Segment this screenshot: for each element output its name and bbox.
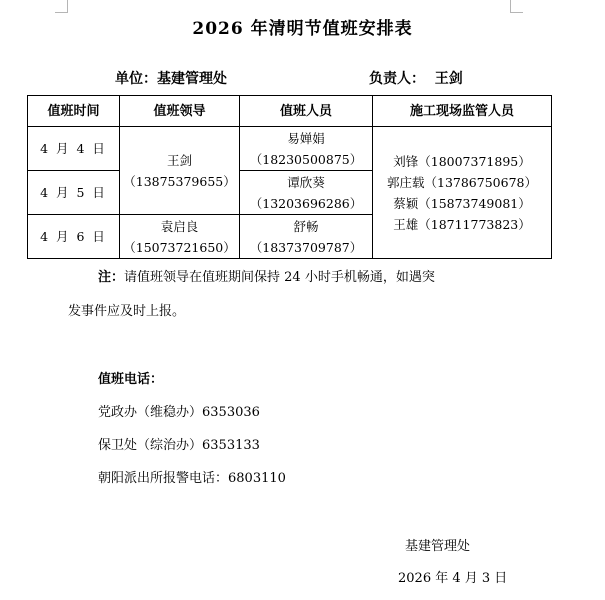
header-duty-time: 值班时间 — [28, 96, 120, 127]
phone-line: 保卫处（综治办）6353133 — [98, 438, 260, 453]
staff-name: 舒畅 — [293, 218, 319, 234]
supervisor-item: 王雄（18711773823） — [393, 216, 531, 232]
staff-cell — [240, 171, 373, 215]
responsible-label: 负责人： — [369, 71, 425, 87]
date-cell: 4 月 6 日 — [28, 215, 120, 259]
leader-name: 王剑 — [166, 152, 192, 168]
table-header-row — [28, 96, 552, 127]
note-line-2: 发事件应及时上报。 — [68, 304, 186, 319]
supervisor-item: 郭庄载（13786750678） — [387, 174, 537, 190]
phone-line: 党政办（维稳办）6353036 — [98, 405, 260, 420]
leader-cell — [120, 127, 240, 215]
note-label: 注： — [98, 270, 125, 285]
staff-phone: （13203696286） — [249, 195, 363, 211]
unit-value: 基建管理处 — [157, 71, 227, 87]
date-cell: 4 月 4 日 — [28, 127, 120, 171]
phone-line: 朝阳派出所报警电话：6803110 — [98, 471, 286, 486]
leader-name: 袁启良 — [160, 218, 199, 234]
staff-name: 谭欣葵 — [287, 174, 325, 190]
staff-name: 易婵娟 — [287, 130, 325, 146]
supervisor-item: 蔡颖（15873749081） — [393, 195, 531, 211]
staff-cell — [240, 215, 373, 259]
supervisor-cell — [373, 127, 552, 259]
signature: 基建管理处 — [405, 539, 471, 554]
leader-cell — [120, 215, 240, 259]
page-corner-mark-right — [510, 0, 523, 13]
document-date: 2026 年 4 月 3 日 — [398, 571, 508, 586]
page-title: 2026 年清明节值班安排表 — [192, 19, 413, 39]
staff-phone: （18373709787） — [249, 239, 363, 255]
unit-label: 单位： — [115, 71, 157, 87]
duty-table — [27, 95, 552, 259]
header-site-supervisor: 施工现场监管人员 — [373, 96, 552, 127]
leader-phone: （13875379655） — [123, 173, 236, 189]
unit-line — [115, 68, 227, 88]
staff-cell — [240, 127, 373, 171]
responsible-value: 王剑 — [434, 71, 463, 87]
leader-phone: （15073721650） — [123, 239, 236, 255]
phones-title: 值班电话： — [98, 372, 164, 387]
responsible-line — [369, 68, 463, 88]
note-text: 请值班领导在值班期间保持 24 小时手机畅通，如遇突 — [124, 270, 435, 285]
note-line-1 — [98, 266, 435, 285]
supervisor-item: 刘锋（18007371895） — [393, 153, 531, 169]
header-duty-staff: 值班人员 — [240, 96, 373, 127]
date-cell: 4 月 5 日 — [28, 171, 120, 215]
table-row — [28, 127, 552, 171]
page-corner-mark-left — [55, 0, 68, 13]
staff-phone: （18230500875） — [249, 151, 363, 167]
header-duty-leader: 值班领导 — [120, 96, 240, 127]
